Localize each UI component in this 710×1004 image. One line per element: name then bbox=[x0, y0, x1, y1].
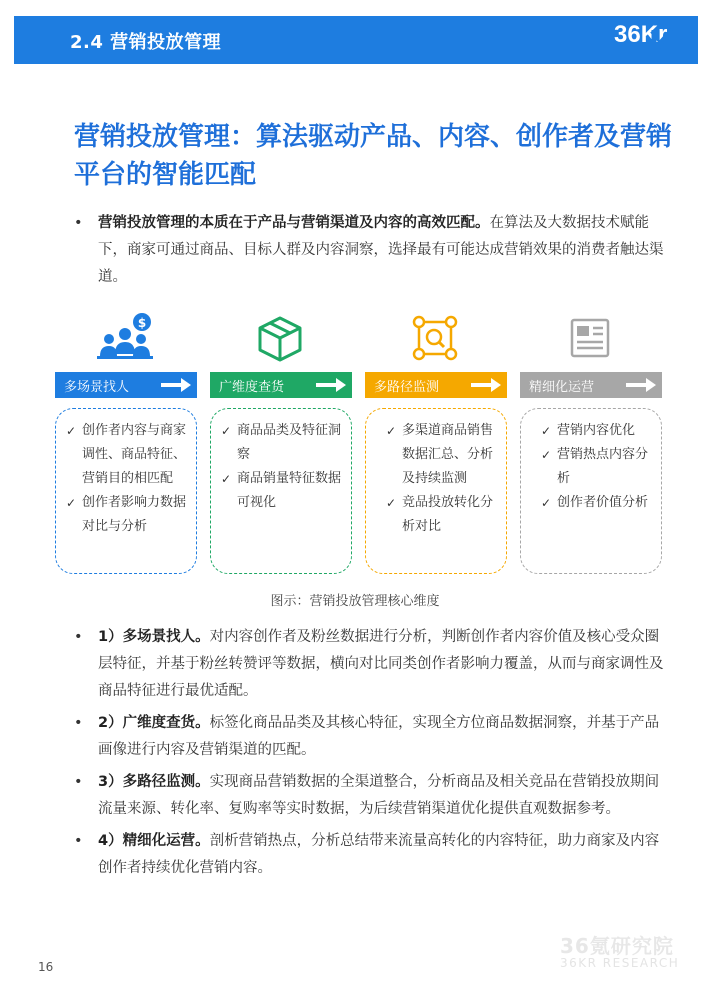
item-text: 商品销量特征数据可视化 bbox=[237, 471, 342, 510]
dimension-bar-4 bbox=[520, 372, 662, 398]
check-icon: ✓ bbox=[66, 496, 77, 510]
list-item bbox=[386, 419, 498, 491]
dimension-column-3 bbox=[362, 312, 508, 584]
detail-bold: 4）精细化运营。 bbox=[98, 833, 210, 849]
detail-text: 实现商品营销数据的全渠道整合，分析商品及相关竞品在营销投放期间流量来源、转化率、复购率等实时数据，为后续营销渠道优化提供直观数据参考。 bbox=[98, 774, 660, 817]
detail-text: 标签化商品品类及其核心特征，实现全方位商品数据洞察，并基于产品画像进行内容及营销渠道的匹配。 bbox=[98, 715, 660, 758]
main-title: 营销投放管理：算法驱动产品、内容、创作者及营销平台的智能匹配 bbox=[74, 122, 673, 190]
check-icon: ✓ bbox=[541, 424, 552, 438]
document-icon bbox=[517, 312, 663, 368]
dimension-box-3 bbox=[365, 408, 507, 574]
svg-text:$: $ bbox=[137, 316, 147, 330]
item-text: 创作者价值分析 bbox=[557, 495, 649, 510]
intro-paragraph bbox=[74, 210, 664, 291]
bullet-icon: • bbox=[74, 629, 83, 645]
network-search-icon bbox=[362, 312, 508, 368]
item-text: 商品品类及特征洞察 bbox=[237, 423, 342, 462]
dimension-bar-3 bbox=[365, 372, 507, 398]
item-text: 竞品投放转化分析对比 bbox=[402, 495, 494, 534]
arrow-right-icon bbox=[471, 378, 501, 392]
people-money-icon bbox=[52, 312, 198, 368]
box-icon bbox=[207, 312, 353, 368]
bullet-icon: • bbox=[74, 715, 83, 731]
intro-bold: 营销投放管理的本质在于产品与营销渠道及内容的高效匹配。 bbox=[98, 215, 490, 231]
detail-bold: 1）多场景找人。 bbox=[98, 629, 210, 645]
item-text: 创作者影响力数据对比与分析 bbox=[82, 495, 187, 534]
check-icon: ✓ bbox=[66, 424, 77, 438]
list-item bbox=[66, 491, 188, 539]
check-icon: ✓ bbox=[386, 424, 397, 438]
check-icon: ✓ bbox=[221, 424, 232, 438]
dimension-bar-1 bbox=[55, 372, 197, 398]
detail-item-1 bbox=[74, 624, 666, 705]
dimension-label-1: 多场景找人 bbox=[64, 380, 130, 395]
list-item bbox=[386, 491, 498, 539]
check-icon: ✓ bbox=[541, 496, 552, 510]
watermark-cn: 36氪研究院 bbox=[560, 934, 674, 958]
core-dimensions-diagram bbox=[52, 312, 668, 584]
bullet-icon: • bbox=[74, 833, 83, 849]
item-text: 创作者内容与商家调性、商品特征、营销目的相匹配 bbox=[82, 423, 187, 486]
arrow-right-icon bbox=[161, 378, 191, 392]
list-item bbox=[221, 467, 343, 515]
list-item bbox=[541, 419, 653, 443]
dimension-label-3: 多路径监测 bbox=[374, 380, 440, 395]
check-icon: ✓ bbox=[221, 472, 232, 486]
detail-bold: 3）多路径监测。 bbox=[98, 774, 210, 790]
dimension-box-4 bbox=[520, 408, 662, 574]
list-item bbox=[541, 443, 653, 491]
intro-text: 在算法及大数据技术赋能下，商家可通过商品、目标人群及内容洞察，选择最有可能达成营销效果的消费者触达渠道。 bbox=[98, 215, 664, 285]
arrow-right-icon bbox=[626, 378, 656, 392]
watermark-en: 36KR RESEARCH bbox=[560, 956, 680, 970]
section-title: 2.4 营销投放管理 bbox=[70, 32, 222, 53]
page-number: 16 bbox=[38, 960, 54, 974]
item-text: 多渠道商品销售数据汇总、分析及持续监测 bbox=[402, 423, 494, 486]
check-icon: ✓ bbox=[386, 496, 397, 510]
logo-text: 36Kr bbox=[614, 21, 668, 48]
bullet-icon: • bbox=[74, 215, 83, 231]
36kr-logo-icon bbox=[614, 20, 700, 64]
intro-bullet bbox=[74, 210, 664, 291]
item-text: 营销热点内容分析 bbox=[557, 447, 649, 486]
list-item bbox=[221, 419, 343, 467]
list-item bbox=[541, 491, 653, 515]
dimension-bar-2 bbox=[210, 372, 352, 398]
detail-item-2 bbox=[74, 710, 666, 764]
list-item bbox=[66, 419, 188, 491]
bullet-icon: • bbox=[74, 774, 83, 790]
dimension-box-1 bbox=[55, 408, 197, 574]
detail-text: 剖析营销热点，分析总结带来流量高转化的内容特征，助力商家及内容创作者持续优化营销内容。 bbox=[98, 833, 660, 876]
item-text: 营销内容优化 bbox=[557, 423, 636, 438]
dimension-column-1 bbox=[52, 312, 198, 584]
dimension-column-4 bbox=[517, 312, 663, 584]
check-icon: ✓ bbox=[541, 448, 552, 462]
detail-bold: 2）广维度查货。 bbox=[98, 715, 210, 731]
detail-text: 对内容创作者及粉丝数据进行分析，判断创作者内容价值及核心受众圈层特征，并基于粉丝转赞评等数据，横向对比同类创作者影响力覆盖，从而与商家调性及商品特征进行最优适配。 bbox=[98, 629, 664, 699]
detail-list bbox=[74, 624, 666, 887]
dimension-box-2 bbox=[210, 408, 352, 574]
dimension-label-4: 精细化运营 bbox=[529, 380, 595, 395]
detail-item-3 bbox=[74, 769, 666, 823]
diagram-caption: 图示：营销投放管理核心维度 bbox=[270, 594, 440, 609]
arrow-right-icon bbox=[316, 378, 346, 392]
section-header-bar bbox=[14, 16, 698, 64]
dimension-column-2 bbox=[207, 312, 353, 584]
dimension-label-2: 广维度查货 bbox=[219, 380, 285, 395]
detail-item-4 bbox=[74, 828, 666, 882]
